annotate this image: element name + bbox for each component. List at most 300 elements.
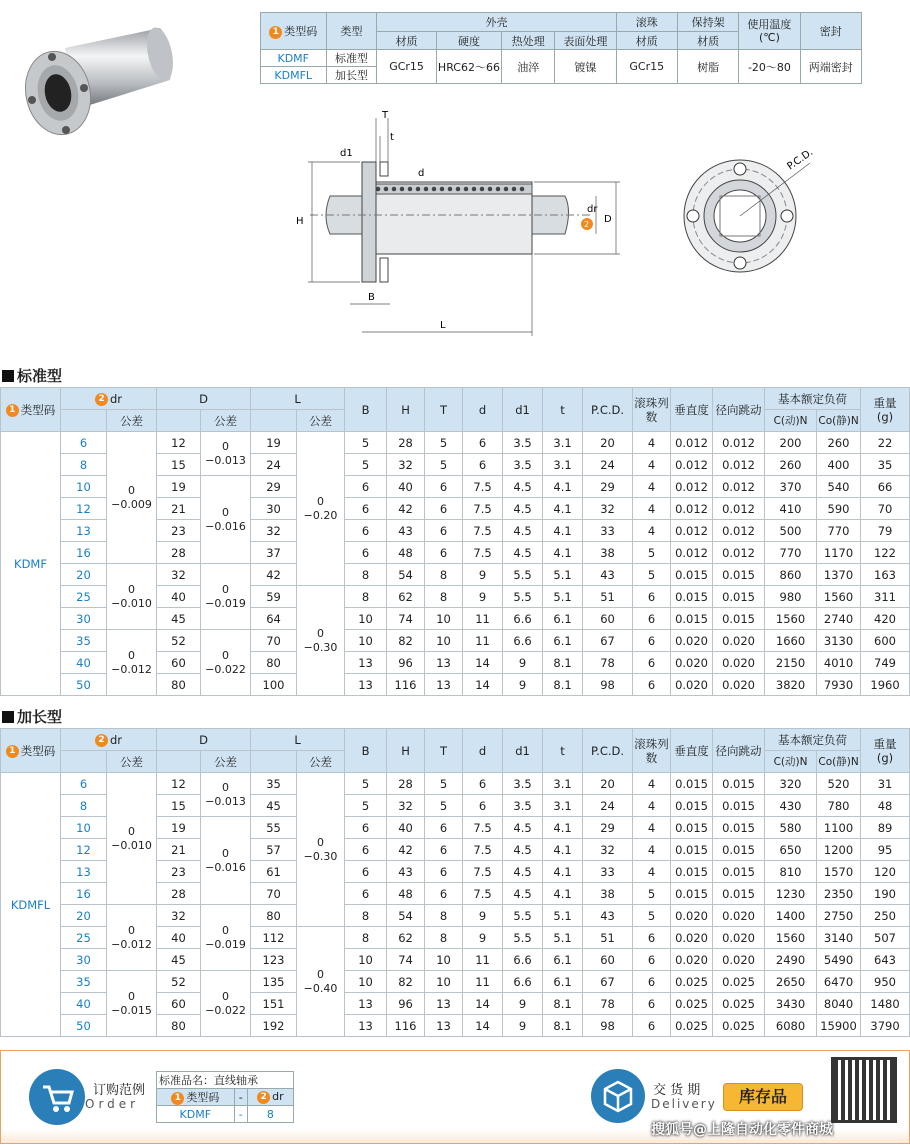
D-tol-header: 公差 [201, 751, 251, 773]
perp-cell: 0.012 [671, 432, 713, 454]
B-cell: 10 [345, 971, 387, 993]
perp-cell: 0.015 [671, 773, 713, 795]
D-header: D [157, 388, 251, 410]
pcd-cell: 98 [583, 674, 633, 696]
runout-cell: 0.015 [713, 773, 765, 795]
d1-cell: 4.5 [503, 839, 543, 861]
d1-cell: 4.5 [503, 817, 543, 839]
B-cell: 10 [345, 630, 387, 652]
dim-d-label: D [604, 214, 612, 225]
L-header: L [251, 729, 345, 751]
d1-cell: 4.5 [503, 520, 543, 542]
runout-cell: 0.020 [713, 905, 765, 927]
D-tol-cell: 0 −0.013 [201, 432, 251, 476]
runout-cell: 0.012 [713, 432, 765, 454]
L-cell: 35 [251, 773, 297, 795]
H-cell: 96 [387, 993, 425, 1015]
dr-header: 2 dr [61, 729, 157, 751]
order-type-code-header: 类型码 [186, 1091, 220, 1104]
order-en: Order [85, 1097, 140, 1111]
dr-cell: 25 [61, 586, 107, 608]
H-cell: 82 [387, 630, 425, 652]
runout-cell: 0.015 [713, 883, 765, 905]
H-cell: 43 [387, 861, 425, 883]
L-tol-cell: 0 −0.40 [297, 927, 345, 1037]
runout-cell: 0.020 [713, 927, 765, 949]
T-cell: 6 [425, 498, 463, 520]
T-cell: 6 [425, 520, 463, 542]
c-dynamic-cell: 2490 [765, 949, 817, 971]
dr-value-header [61, 410, 107, 432]
L-tol-cell: 0 −0.20 [297, 432, 345, 586]
dim-d-small-label: d [418, 168, 425, 179]
dr-tol-cell: 0 −0.010 [107, 564, 157, 630]
L-cell: 112 [251, 927, 297, 949]
T-cell: 6 [425, 542, 463, 564]
spec-heat-value: 油淬 [502, 50, 555, 84]
c0-static-cell: 1570 [817, 861, 861, 883]
D-tol-cell: 0 −0.016 [201, 817, 251, 905]
pcd-cell: 32 [583, 498, 633, 520]
L-value-header [251, 410, 297, 432]
D-tol-header: 公差 [201, 410, 251, 432]
D-cell: 28 [157, 883, 201, 905]
L-cell: 151 [251, 993, 297, 1015]
c0-static-cell: 1100 [817, 817, 861, 839]
L-cell: 100 [251, 674, 297, 696]
cart-icon [29, 1069, 85, 1125]
d1-header: d1 [503, 729, 543, 773]
pcd-cell: 24 [583, 454, 633, 476]
B-cell: 6 [345, 883, 387, 905]
T-cell: 13 [425, 993, 463, 1015]
T-cell: 8 [425, 586, 463, 608]
technical-drawing [290, 108, 850, 348]
H-cell: 28 [387, 773, 425, 795]
dr-cell: 12 [61, 839, 107, 861]
d1-cell: 4.5 [503, 542, 543, 564]
c0-static-cell: 1170 [817, 542, 861, 564]
perp-cell: 0.012 [671, 498, 713, 520]
L-tol-header: 公差 [297, 410, 345, 432]
d-header: d [463, 388, 503, 432]
order-dash-value: - [234, 1106, 247, 1123]
t-cell: 8.1 [543, 993, 583, 1015]
ball-rows-cell: 4 [633, 498, 671, 520]
runout-header: 径向跳动 [713, 729, 765, 773]
perp-cell: 0.020 [671, 674, 713, 696]
runout-cell: 0.015 [713, 817, 765, 839]
D-cell: 80 [157, 1015, 201, 1037]
t-cell: 3.1 [543, 773, 583, 795]
dr-cell: 30 [61, 608, 107, 630]
T-cell: 10 [425, 971, 463, 993]
delivery-title: 交 货 期 [653, 1083, 701, 1098]
weight-cell: 48 [861, 795, 910, 817]
L-cell: 32 [251, 520, 297, 542]
H-cell: 74 [387, 949, 425, 971]
T-cell: 8 [425, 905, 463, 927]
c-dynamic-cell: 650 [765, 839, 817, 861]
d1-cell: 5.5 [503, 586, 543, 608]
runout-cell: 0.012 [713, 542, 765, 564]
D-header: D [157, 729, 251, 751]
T-cell: 6 [425, 883, 463, 905]
c0-static-cell: 1560 [817, 586, 861, 608]
dr-cell: 16 [61, 883, 107, 905]
ball-rows-header: 滚珠列数 [633, 388, 671, 432]
weight-cell: 120 [861, 861, 910, 883]
runout-cell: 0.015 [713, 861, 765, 883]
dim-B-label: B [368, 292, 375, 303]
runout-cell: 0.012 [713, 498, 765, 520]
dr-tol-cell: 0 −0.010 [107, 773, 157, 905]
type-code-header: 1 类型码 [1, 388, 61, 432]
T-cell: 8 [425, 564, 463, 586]
d1-cell: 6.6 [503, 971, 543, 993]
D-tol-cell: 0 −0.019 [201, 564, 251, 630]
H-cell: 62 [387, 586, 425, 608]
ball-rows-header: 滚珠列数 [633, 729, 671, 773]
d1-cell: 6.6 [503, 608, 543, 630]
table-row [1, 905, 910, 927]
runout-cell: 0.025 [713, 1015, 765, 1037]
pcd-cell: 38 [583, 542, 633, 564]
perp-cell: 0.020 [671, 630, 713, 652]
D-cell: 32 [157, 564, 201, 586]
product-image [10, 8, 185, 148]
T-cell: 10 [425, 949, 463, 971]
ball-rows-cell: 4 [633, 817, 671, 839]
runout-cell: 0.020 [713, 674, 765, 696]
B-cell: 8 [345, 586, 387, 608]
ball-rows-cell: 6 [633, 586, 671, 608]
table-row [1, 432, 910, 454]
perp-cell: 0.020 [671, 949, 713, 971]
d-cell: 6 [463, 432, 503, 454]
t-cell: 8.1 [543, 652, 583, 674]
d1-cell: 6.6 [503, 949, 543, 971]
order-dr-value: 8 [247, 1106, 293, 1123]
dr-cell: 12 [61, 498, 107, 520]
D-cell: 15 [157, 454, 201, 476]
d-cell: 7.5 [463, 542, 503, 564]
t-cell: 6.1 [543, 949, 583, 971]
D-cell: 23 [157, 520, 201, 542]
rated-load-header: 基本额定负荷 [765, 388, 861, 410]
T-cell: 5 [425, 773, 463, 795]
spec-cage-material-header: 材质 [677, 32, 738, 50]
pcd-cell: 43 [583, 905, 633, 927]
c-dynamic-cell: 2650 [765, 971, 817, 993]
D-tol-cell: 0 −0.019 [201, 905, 251, 971]
d-cell: 7.5 [463, 520, 503, 542]
pcd-cell: 32 [583, 839, 633, 861]
T-cell: 6 [425, 861, 463, 883]
D-cell: 60 [157, 652, 201, 674]
d1-cell: 4.5 [503, 498, 543, 520]
ball-rows-cell: 6 [633, 608, 671, 630]
B-cell: 13 [345, 993, 387, 1015]
D-cell: 32 [157, 905, 201, 927]
weight-cell: 70 [861, 498, 910, 520]
order-code-value: KDMF [157, 1106, 235, 1123]
weight-cell: 1480 [861, 993, 910, 1015]
order-title: 订购范例 [93, 1083, 146, 1098]
pcd-header: P.C.D. [583, 729, 633, 773]
t-cell: 4.1 [543, 542, 583, 564]
standard-table [0, 387, 910, 696]
c-dynamic-header: C(动)N [765, 410, 817, 432]
B-cell: 6 [345, 861, 387, 883]
weight-cell: 122 [861, 542, 910, 564]
L-cell: 80 [251, 905, 297, 927]
d-cell: 7.5 [463, 817, 503, 839]
T-cell: 13 [425, 1015, 463, 1037]
c0-static-cell: 2350 [817, 883, 861, 905]
c0-static-cell: 540 [817, 476, 861, 498]
L-cell: 70 [251, 630, 297, 652]
d1-header: d1 [503, 388, 543, 432]
D-cell: 52 [157, 971, 201, 993]
c-dynamic-cell: 1660 [765, 630, 817, 652]
B-cell: 13 [345, 652, 387, 674]
dr-tol-cell: 0 −0.009 [107, 432, 157, 564]
dr-cell: 10 [61, 817, 107, 839]
footer [0, 1050, 910, 1144]
H-header: H [387, 388, 425, 432]
c0-static-cell: 15900 [817, 1015, 861, 1037]
dr-cell: 40 [61, 652, 107, 674]
c-dynamic-cell: 770 [765, 542, 817, 564]
c-dynamic-cell: 370 [765, 476, 817, 498]
dr-tol-cell: 0 −0.012 [107, 630, 157, 696]
L-cell: 19 [251, 432, 297, 454]
long-section-title: 加长型 [2, 706, 62, 727]
H-cell: 74 [387, 608, 425, 630]
perp-cell: 0.015 [671, 564, 713, 586]
c-dynamic-cell: 860 [765, 564, 817, 586]
B-cell: 10 [345, 608, 387, 630]
perp-cell: 0.015 [671, 586, 713, 608]
delivery-en: Delivery [651, 1097, 717, 1111]
spec-heat-header: 热处理 [502, 32, 555, 50]
c-dynamic-cell: 1230 [765, 883, 817, 905]
order-dash-header: - [234, 1089, 247, 1106]
c-dynamic-cell: 1560 [765, 608, 817, 630]
d-cell: 6 [463, 773, 503, 795]
B-cell: 5 [345, 773, 387, 795]
dim-dr-label: dr [587, 204, 598, 215]
pcd-cell: 78 [583, 993, 633, 1015]
perp-header: 垂直度 [671, 388, 713, 432]
spec-temp-unit: (℃) [758, 31, 780, 44]
H-cell: 116 [387, 1015, 425, 1037]
T-header: T [425, 729, 463, 773]
c0-static-cell: 520 [817, 773, 861, 795]
ball-rows-cell: 6 [633, 993, 671, 1015]
T-cell: 5 [425, 795, 463, 817]
L-cell: 59 [251, 586, 297, 608]
pcd-cell: 51 [583, 927, 633, 949]
dr-cell: 10 [61, 476, 107, 498]
ball-rows-cell: 5 [633, 564, 671, 586]
spec-hardness-header: 硬度 [436, 32, 502, 50]
dr-cell: 13 [61, 520, 107, 542]
t-cell: 4.1 [543, 498, 583, 520]
c0-static-header: Co(静)N [817, 410, 861, 432]
long-table [0, 728, 910, 1037]
spec-seal-header: 密封 [800, 13, 861, 50]
runout-cell: 0.015 [713, 839, 765, 861]
type-code-header: 1 类型码 [1, 729, 61, 773]
pcd-cell: 33 [583, 861, 633, 883]
L-cell: 70 [251, 883, 297, 905]
weight-cell: 35 [861, 454, 910, 476]
D-cell: 21 [157, 839, 201, 861]
B-cell: 5 [345, 795, 387, 817]
c-dynamic-cell: 3430 [765, 993, 817, 1015]
B-cell: 5 [345, 454, 387, 476]
d-cell: 14 [463, 652, 503, 674]
H-cell: 40 [387, 476, 425, 498]
spec-type-long: 加长型 [326, 67, 377, 84]
runout-cell: 0.015 [713, 795, 765, 817]
dr-cell: 50 [61, 1015, 107, 1037]
d1-cell: 4.5 [503, 883, 543, 905]
weight-cell: 1960 [861, 674, 910, 696]
H-cell: 54 [387, 905, 425, 927]
D-value-header [157, 751, 201, 773]
T-cell: 10 [425, 608, 463, 630]
perp-cell: 0.020 [671, 905, 713, 927]
dr-cell: 6 [61, 773, 107, 795]
ball-rows-cell: 4 [633, 839, 671, 861]
runout-cell: 0.020 [713, 949, 765, 971]
weight-cell: 250 [861, 905, 910, 927]
B-cell: 8 [345, 927, 387, 949]
dr-cell: 20 [61, 905, 107, 927]
spec-cage-header: 保持架 [677, 13, 738, 32]
order-dr-header: dr [272, 1090, 284, 1104]
perp-cell: 0.015 [671, 608, 713, 630]
L-cell: 64 [251, 608, 297, 630]
spec-code-kdmf: KDMF [261, 50, 327, 67]
pcd-header: P.C.D. [583, 388, 633, 432]
t-cell: 3.1 [543, 432, 583, 454]
weight-cell: 79 [861, 520, 910, 542]
D-cell: 23 [157, 861, 201, 883]
dr-tol-header: 公差 [107, 410, 157, 432]
dr-cell: 6 [61, 432, 107, 454]
d1-cell: 9 [503, 652, 543, 674]
spec-ball-material-header: 材质 [616, 32, 677, 50]
H-cell: 54 [387, 564, 425, 586]
c-dynamic-cell: 410 [765, 498, 817, 520]
table-row [1, 971, 910, 993]
B-cell: 6 [345, 498, 387, 520]
ball-rows-cell: 4 [633, 795, 671, 817]
dr-tol-cell: 0 −0.015 [107, 971, 157, 1037]
c-dynamic-cell: 320 [765, 773, 817, 795]
d1-cell: 3.5 [503, 773, 543, 795]
dr-tol-cell: 0 −0.012 [107, 905, 157, 971]
D-cell: 12 [157, 432, 201, 454]
perp-cell: 0.015 [671, 839, 713, 861]
spec-type-standard: 标准型 [326, 50, 377, 67]
pcd-cell: 24 [583, 795, 633, 817]
B-cell: 6 [345, 476, 387, 498]
spec-surface-value: 镀镍 [555, 50, 616, 84]
ball-rows-cell: 6 [633, 674, 671, 696]
pcd-cell: 51 [583, 586, 633, 608]
T-cell: 10 [425, 630, 463, 652]
d1-cell: 3.5 [503, 795, 543, 817]
c-dynamic-cell: 1400 [765, 905, 817, 927]
c-dynamic-cell: 200 [765, 432, 817, 454]
d1-cell: 3.5 [503, 432, 543, 454]
pcd-cell: 20 [583, 432, 633, 454]
runout-cell: 0.015 [713, 564, 765, 586]
t-cell: 8.1 [543, 1015, 583, 1037]
weight-header: 重量 (g) [861, 729, 910, 773]
D-cell: 19 [157, 817, 201, 839]
weight-cell: 89 [861, 817, 910, 839]
pcd-cell: 78 [583, 652, 633, 674]
spec-ball-value: GCr15 [616, 50, 677, 84]
t-cell: 4.1 [543, 817, 583, 839]
d1-cell: 5.5 [503, 564, 543, 586]
H-cell: 62 [387, 927, 425, 949]
D-cell: 40 [157, 586, 201, 608]
weight-cell: 311 [861, 586, 910, 608]
c-dynamic-cell: 6080 [765, 1015, 817, 1037]
L-tol-header: 公差 [297, 751, 345, 773]
L-cell: 80 [251, 652, 297, 674]
L-cell: 45 [251, 795, 297, 817]
weight-cell: 66 [861, 476, 910, 498]
L-cell: 57 [251, 839, 297, 861]
perp-cell: 0.012 [671, 476, 713, 498]
pcd-cell: 38 [583, 883, 633, 905]
t-cell: 5.1 [543, 927, 583, 949]
perp-cell: 0.020 [671, 652, 713, 674]
T-cell: 6 [425, 817, 463, 839]
t-cell: 4.1 [543, 883, 583, 905]
d-cell: 6 [463, 454, 503, 476]
weight-cell: 507 [861, 927, 910, 949]
t-cell: 6.1 [543, 608, 583, 630]
spec-material-value: GCr15 [377, 50, 436, 84]
L-tol-cell: 0 −0.30 [297, 773, 345, 927]
spec-table: 1 类型码 类型 外壳 滚珠 保持架 使用温度 (℃) 密封 材质 硬度 热处理 表面处理 材质 材质 KDMF 标准型 GCr15 HRC62～66 油淬 镀镍 GCr15 树脂 -20～80 两端密封 KDMFL 加长型 [260, 12, 862, 84]
B-cell: 10 [345, 949, 387, 971]
D-cell: 60 [157, 993, 201, 1015]
runout-cell: 0.012 [713, 476, 765, 498]
B-cell: 6 [345, 817, 387, 839]
H-cell: 96 [387, 652, 425, 674]
t-cell: 5.1 [543, 564, 583, 586]
d1-cell: 5.5 [503, 927, 543, 949]
spec-code-kdmfl: KDMFL [261, 67, 327, 84]
c0-static-cell: 3140 [817, 927, 861, 949]
d-cell: 14 [463, 1015, 503, 1037]
B-cell: 13 [345, 674, 387, 696]
t-cell: 5.1 [543, 586, 583, 608]
H-cell: 40 [387, 817, 425, 839]
c-dynamic-header: C(动)N [765, 751, 817, 773]
d1-cell: 5.5 [503, 905, 543, 927]
